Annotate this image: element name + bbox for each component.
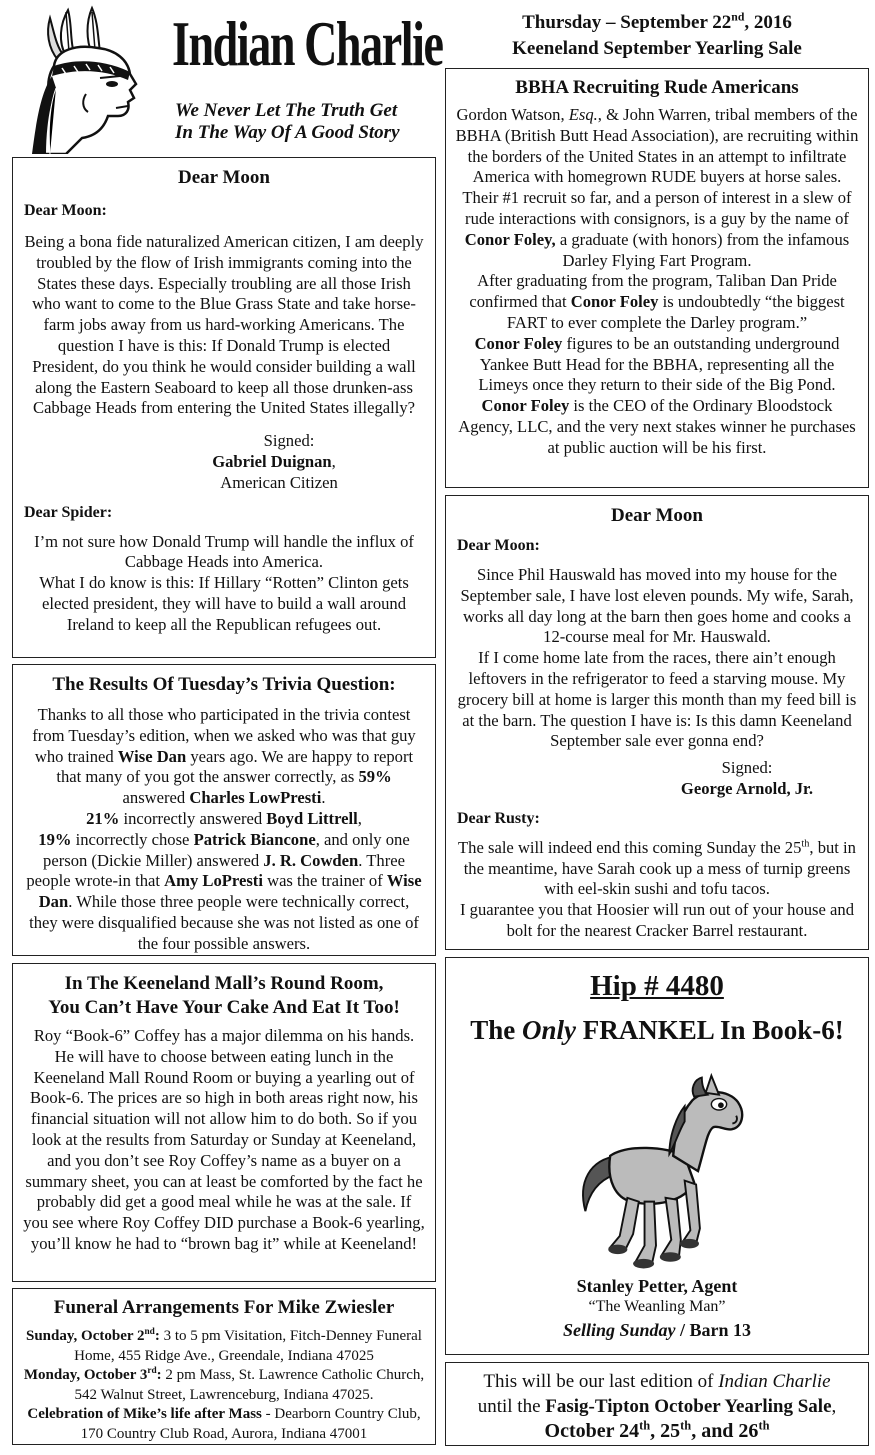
letter-text-2: If I come home late from the races, there ain’t enough leftovers in the refrigerator to feed a starving mouse. My grocery bill at home is larger this month than my feed bill is at the barn. The question I have is: Is this damn Keeneland September sale ever gonna end? [457,648,857,751]
dear-moon-letter-1 [12,157,436,658]
bbha-article [445,68,869,488]
reply-text-1: The sale will indeed end this coming Sunday the 25th, but in the meantime, have Sarah cook up a mess of turnip greens with eel-skin sushi and tofu tacos. [458,837,856,899]
dateline [445,10,869,62]
agent-nickname: “The Weanling Man” [588,1298,726,1315]
trivia-results [12,664,436,956]
notice-line-2: until the Fasig-Tipton October Yearling Sale, [477,1396,837,1417]
section-title: The Results Of Tuesday’s Trivia Question: [52,674,396,695]
trivia-text: Thanks to all those who participated in the trivia contest from Tuesday’s edition, when we asked who was that guy who trained Wise Dan years ago. We are happy to report that many of you got the answer correctly, as 59% answered Charles LowPresti. 21% incorrectly answered Boyd Littrell, 19% incorrectly chose Patrick Biancone, and only one person (Dickie Miller) answered J. R. Cowden. Three people wrote-in that Amy LoPresti was the trainer of Wise Dan. While those three people were technically correct, they were disqualified because she was not listed as one of the four possible answers. [26,705,422,953]
salutation: Dear Moon: [457,537,540,554]
tagline-line-2: In The Way Of A Good Story [175,122,400,143]
letter-text-1: Since Phil Hauswald has moved into my house for the September sale, I have lost eleven pounds. My wife, Sarah, works all day long at the barn then goes home and cooks a 12-course meal for Mr. Hauswald. [460,565,854,647]
funeral-arrangements [12,1288,436,1445]
article-text: Roy “Book-6” Coffey has a major dilemma on his hands. He will have to choose between eating lunch in the Keeneland Mall Round Room or buying a yearling out of Book-6. The prices are so high in both areas right now, his financial situation will not allow him to do both. So if you look at the results from Saturday or Sunday at Keeneland, and you don’t see Roy Coffey’s name as a buyer on a summary sheet, you can at least be comforted by the fact he probably did get a good meal while he was at the sale. If you see where Roy Coffey DID purchase a Book-6 yearling, you’ll know he had to “brown bag it” while at Keeneland! [23,1026,425,1253]
letter-text: Being a bona fide naturalized American citizen, I am deeply troubled by the flow of Irish immigrants coming into the States these days. Especially troubling are all those Irish who want to come to the Blue Grass State and take horse-farm jobs away from us hard-working Americans. The question I have is this: If Donald Trump is elected President, do you think he would consider building a wall along the Eastern Seaboard to keep all those drunken-ass Cabbage Heads from entering the United States illegally? [24,232,424,418]
reply-text-1: I’m not sure how Donald Trump will handle the influx of Cabbage Heads into America. [34,531,414,572]
signer: Gabriel Duignan, [212,451,336,471]
agent-name: Stanley Petter, Agent [576,1276,738,1296]
dateline-event: Keeneland September Yearling Sale [512,38,802,59]
dear-moon-letter-2 [445,495,869,950]
hip-number: Hip # 4480 [590,970,724,1002]
section-title: Dear Moon [178,167,270,188]
signer: George Arnold, Jr. [680,778,814,798]
article-text: Gordon Watson, Esq., & John Warren, tribal members of the BBHA (British Butt Head Association), are recruiting within the borders of the United States in an attempt to infiltrate America with homegrown RUDE buyers at horse sales. Their #1 recruit so far, and a person of interest in a slew of rude interactions with consignors, is a guy by the name of Conor Foley, a graduate (with honors) from the infamous Darley Flying Fart Program. After graduating from the program, Taliban Dan Pride confirmed that Conor Foley is undoubtedly “the biggest FART to ever complete the Darley program.” Conor Foley figures to be an outstanding underground Yankee Butt Head for the BBHA, representing all the Limeys once they return to their side of the Big Pond. Conor Foley is the CEO of the Ordinary Bloodstock Agency, LLC, and the very next stakes winner he purchases at public auction will be his first. [455,105,859,457]
last-edition-notice [445,1362,869,1446]
notice-line-3: October 24th, 25th, and 26th [544,1418,770,1442]
funeral-details: Sunday, October 2nd: 3 to 5 pm Visitation, Fitch-Denney Funeral Home, 455 Ridge Ave., Greendale, Indiana 47025 Monday, October 3rd: 2 pm Mass, St. Lawrence Catholic Church, 542 Walnut Street, Lawrenceburg, Indiana 47025. Celebration of Mike’s life after Mass - Dearborn Country Club, 170 Country Club Road, Aurora, Indiana 47001 [23,1327,425,1442]
section-title: In The Keeneland Mall’s Round Room, You Can’t Have Your Cake And Eat It Too! [48,973,400,1018]
reply-salutation: Dear Spider: [24,503,113,521]
section-title: BBHA Recruiting Rude Americans [515,77,799,98]
indian-head-logo-icon [16,4,166,154]
masthead [10,4,443,154]
reply-text-2: I guarantee you that Hoosier will run out of your house and bolt for the nearest Cracker Barrel restaurant. [459,900,854,940]
selling-info: Selling Sunday / Barn 13 [562,1320,752,1340]
notice-line-1: This will be our last edition of Indian Charlie [483,1371,831,1392]
brand-title: Indian Charlie [172,8,443,79]
salutation: Dear Moon: [24,202,107,219]
tagline-line-1: We Never Let The Truth Get [175,100,398,121]
dateline-date: Thursday – September 22nd, 2016 [522,10,792,33]
section-title: Funeral Arrangements For Mike Zwiesler [53,1297,395,1318]
ad-headline: The Only FRANKEL In Book-6! [470,1015,844,1045]
cartoon-horse-icon [546,1068,766,1278]
signed-label: Signed: [721,758,773,778]
tagline [175,100,400,144]
reply-salutation: Dear Rusty: [457,809,540,827]
signed-label: Signed: [263,431,315,451]
hip-4480-ad [445,957,869,1355]
signer-title: American Citizen [220,472,338,492]
keeneland-mall-article [12,963,436,1282]
section-title: Dear Moon [611,505,703,526]
reply-text-2: What I do know is this: If Hillary “Rotten” Clinton gets elected president, they will have to build a wall around Ireland to keep all the Republican refugees out. [39,573,409,634]
